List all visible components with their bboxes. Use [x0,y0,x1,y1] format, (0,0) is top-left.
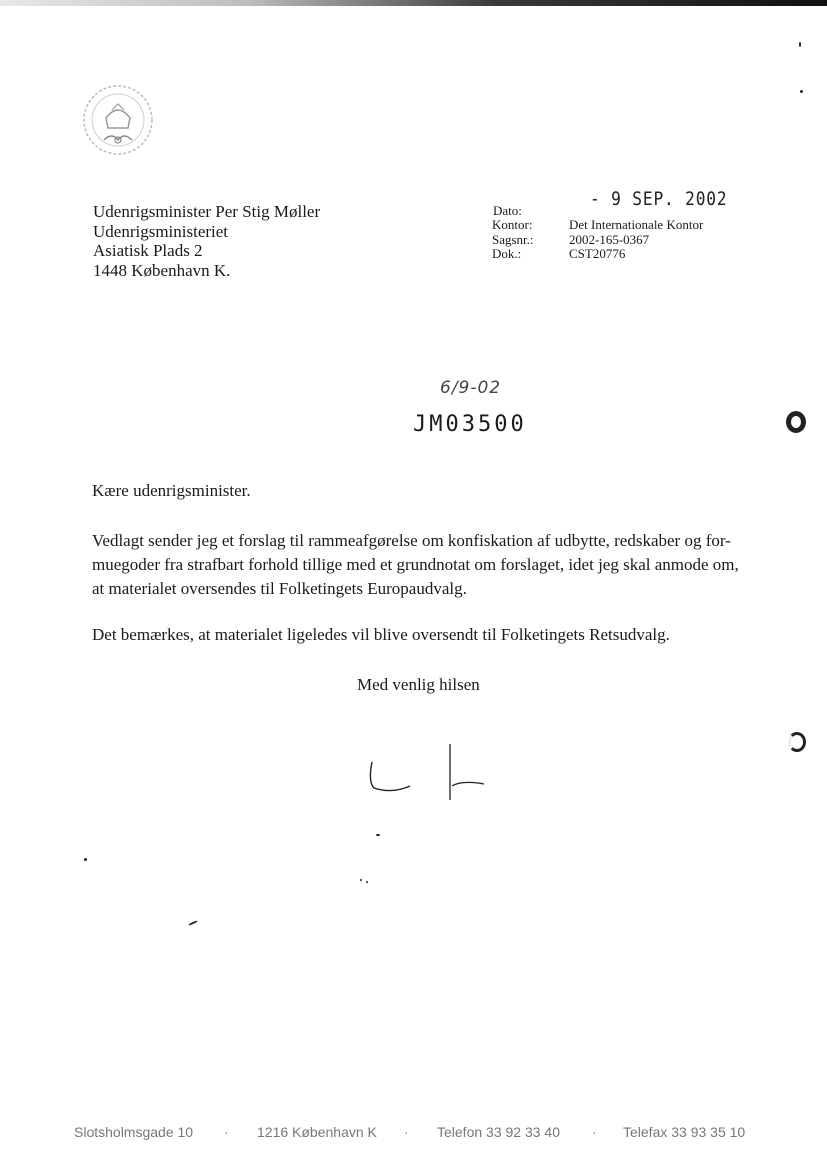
meta-label: Sagsnr.: [492,231,534,247]
recipient-ministry: Udenrigsministeriet [93,221,229,241]
meta-label: Dok.: [492,246,522,261]
meta-value: CST20776 [569,246,626,261]
punch-hole-icon [786,411,806,433]
scan-speck [366,881,368,883]
footer-fax: Telefax 33 93 35 10 [623,1124,746,1140]
footer-separator: · [592,1124,597,1140]
paragraph-line: at materialet oversendes til Folketingets Europaudvalg. [92,579,467,598]
footer-city: 1216 København K [257,1124,377,1140]
scan-speck [800,90,803,93]
handwritten-date-note: 6/9-02 [440,378,502,398]
scan-speck [799,42,801,47]
salutation: Kære udenrigsminister. [92,481,251,500]
meta-row-case-number [492,233,703,248]
recipient-city: 1448 København K. [93,260,231,280]
meta-label: Kontor: [492,217,533,232]
meta-value: 2002-165-0367 [569,231,650,247]
journal-number-stamp: JM03500 [413,412,527,437]
date-label: Dato: [493,203,522,218]
letter-paragraph-1 [92,529,742,601]
footer-phone: Telefon 33 92 33 40 [437,1124,560,1140]
footer-address: Slotsholmsgade 10 [74,1124,194,1140]
scan-speck [188,920,198,926]
scan-speck [84,858,87,861]
footer-separator: · [404,1124,409,1140]
recipient-address [93,202,320,280]
recipient-name: Udenrigsminister Per Stig Møller [93,202,321,221]
meta-value: Det Internationale Kontor [569,217,704,232]
date-stamp: - 9 SEP. 2002 [590,188,728,210]
footer-separator: · [224,1124,229,1140]
handwritten-signature [362,742,502,812]
closing-greeting: Med venlig hilsen [357,675,480,694]
punch-hole-icon [788,732,806,752]
letter-paragraph-2: Det bemærkes, at materialet ligeledes vil blive oversendt til Folketingets Retsudvalg. [92,625,670,644]
recipient-street: Asiatisk Plads 2 [93,241,203,260]
scan-speck [376,834,380,836]
case-metadata [492,218,703,262]
meta-row-document [492,247,703,262]
scan-speck [360,879,362,881]
paragraph-line: Vedlagt sender jeg et forslag til rammeafgørelse om konfiskation af udbytte, redskaber og for- [92,531,731,550]
meta-row-office [492,218,703,233]
paragraph-line: muegoder fra strafbart forhold tillige med et grundnotat om forslaget, idet jeg skal anmode om, [92,555,739,574]
ministry-crest-logo [76,80,160,164]
scan-top-edge [0,0,827,6]
